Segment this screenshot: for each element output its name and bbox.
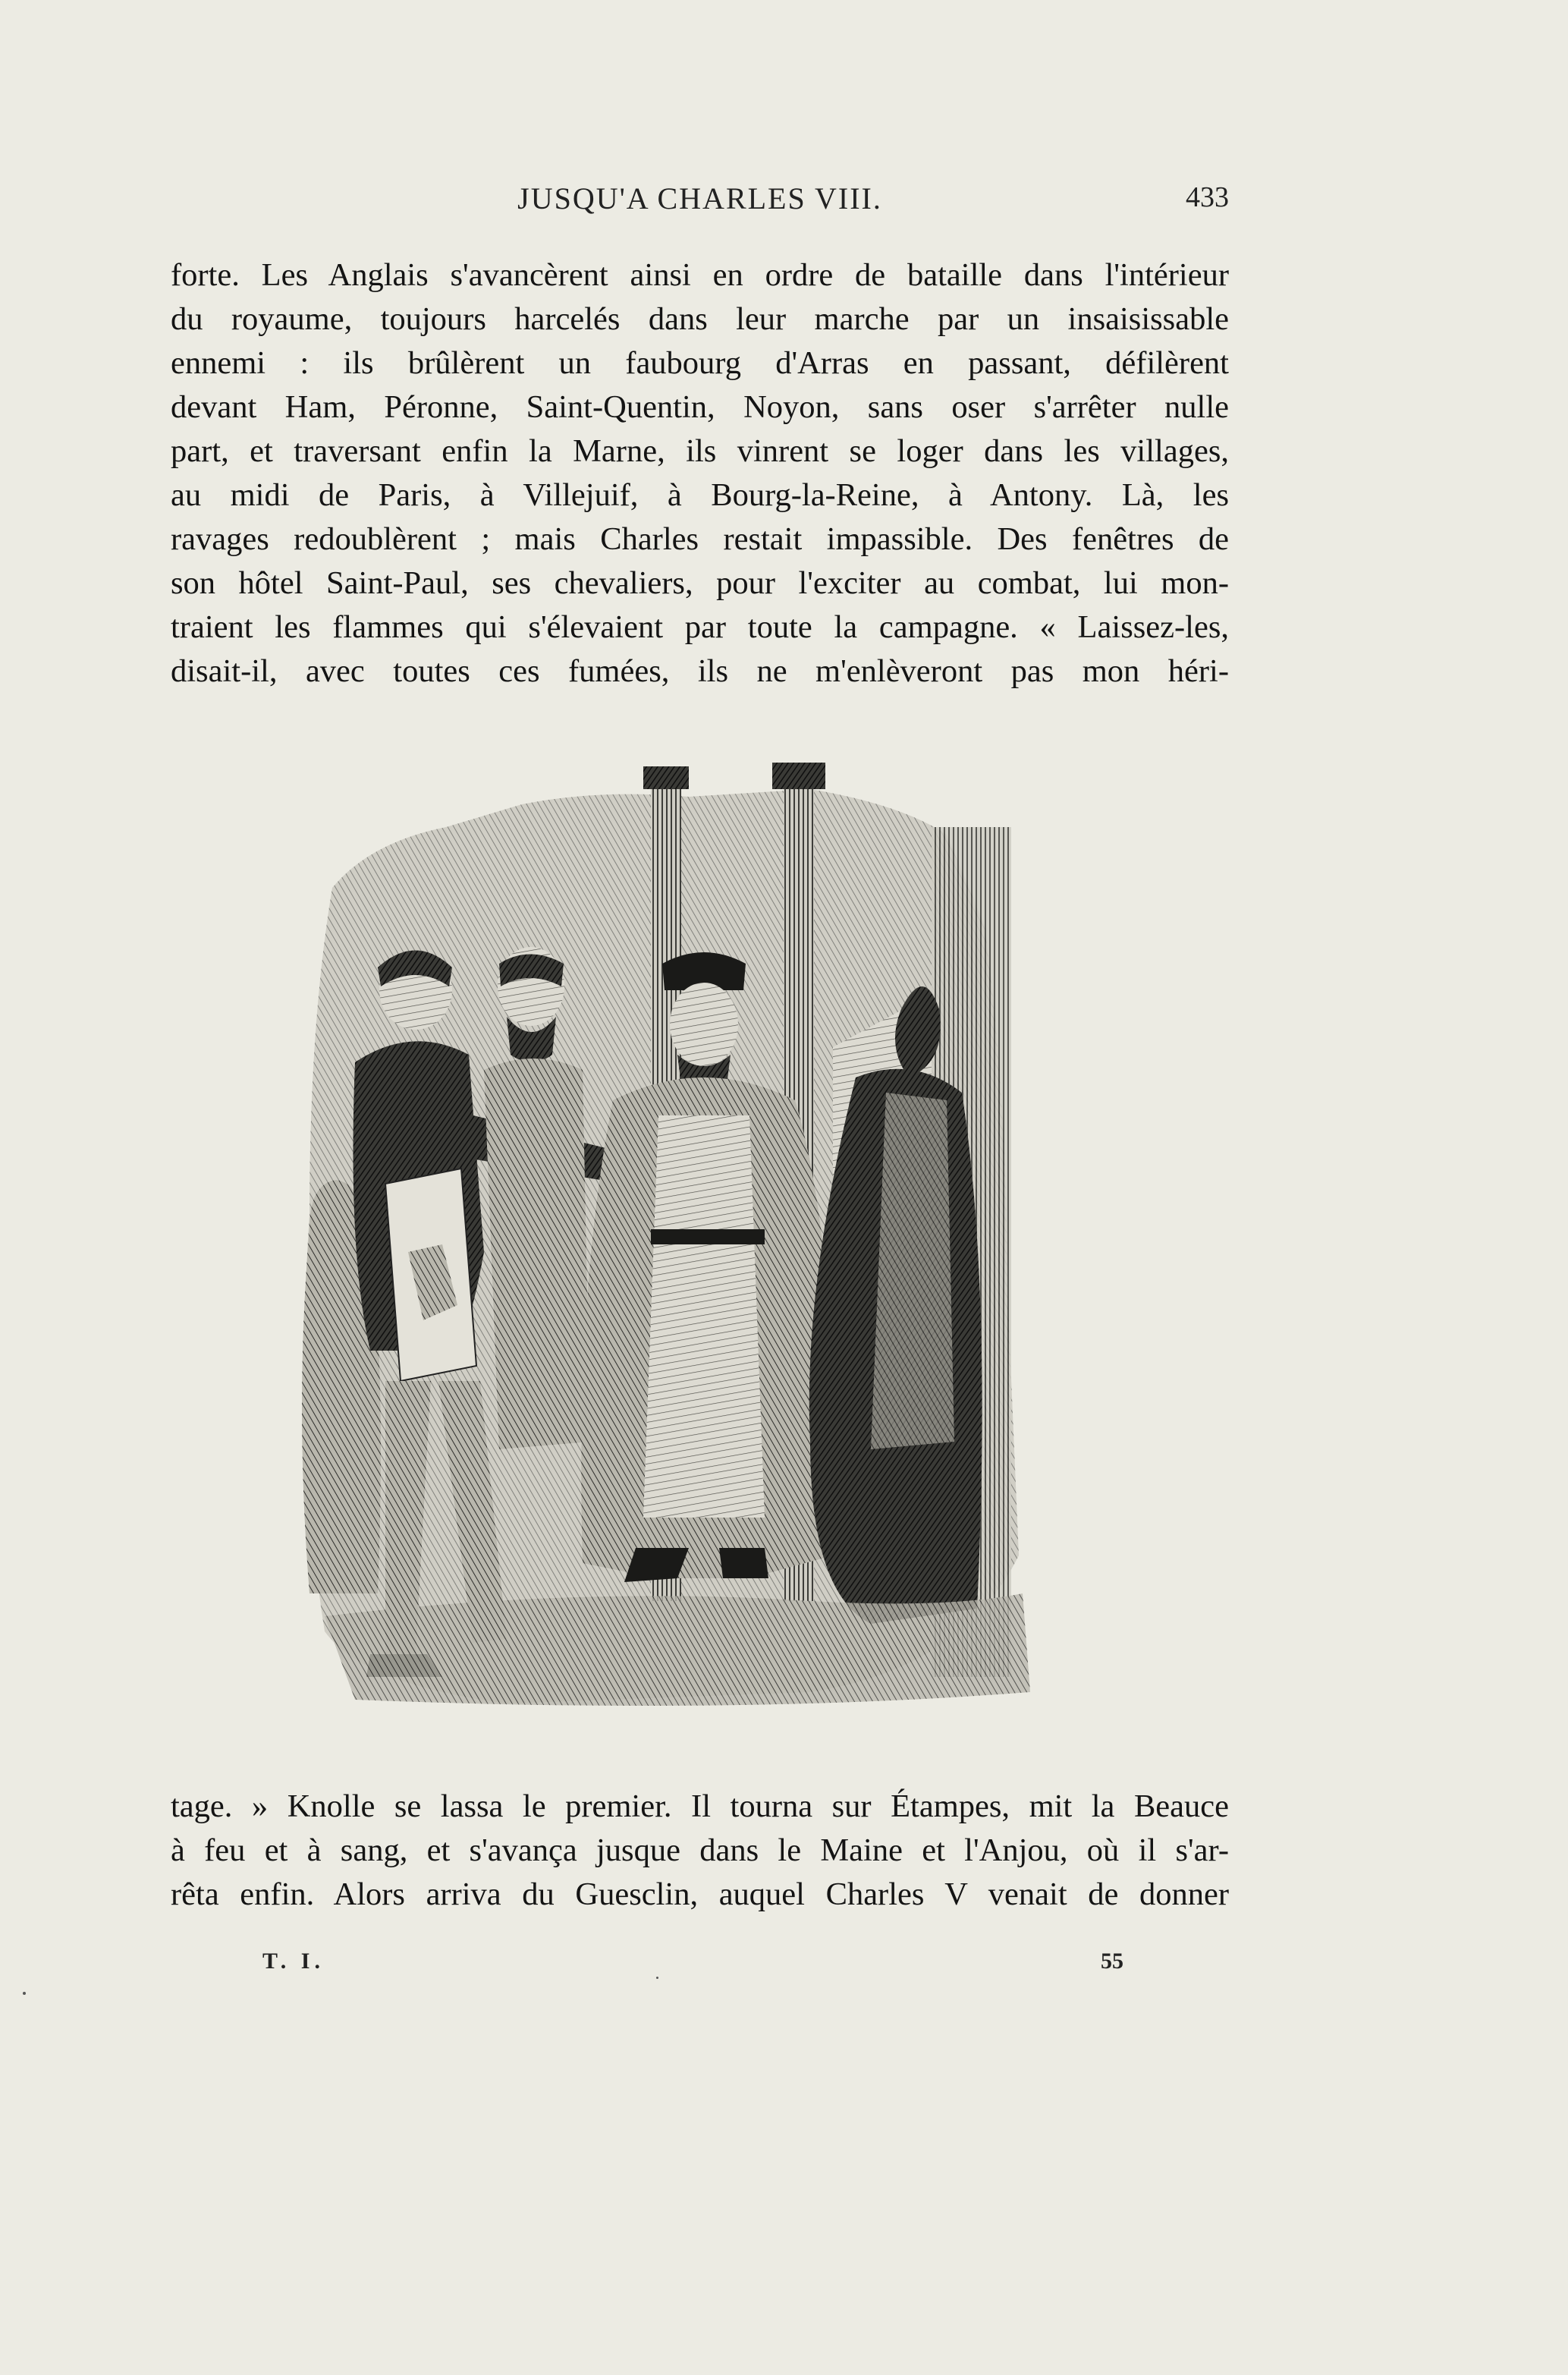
text-line: disait-il, avec toutes ces fumées, ils ne m'enlèveront pas mon héri-: [171, 653, 1229, 689]
text-line: tage. » Knolle se lassa le premier. Il tourna sur Étampes, mit la Beauce: [171, 1788, 1229, 1824]
paper-speck: [23, 1992, 26, 1995]
running-head: [171, 181, 1229, 226]
paper-speck: [656, 1977, 658, 1979]
text-line: son hôtel Saint-Paul, ses chevaliers, pour l'exciter au combat, lui mon-: [171, 565, 1229, 601]
text-line: forte. Les Anglais s'avancèrent ainsi en ordre de bataille dans l'intérieur: [171, 257, 1229, 293]
text-line: ennemi : ils brûlèrent un faubourg d'Arras en passant, défilèrent: [171, 345, 1229, 381]
body-text-bottom: [171, 1785, 1229, 1917]
text-line: au midi de Paris, à Villejuif, à Bourg-la-Reine, à Antony. Là, les: [171, 477, 1229, 513]
volume-mark: T. I.: [262, 1949, 325, 1974]
text-line: à feu et à sang, et s'avança jusque dans le Maine et l'Anjou, où il s'ar-: [171, 1832, 1229, 1868]
page-number: 433: [1186, 181, 1229, 213]
text-line: ravages redoublèrent ; mais Charles restait impassible. Des fenêtres de: [171, 521, 1229, 557]
running-title: JUSQU'A CHARLES VIII.: [517, 181, 882, 215]
text-line: traient les flammes qui s'élevaient par toute la campagne. « Laissez-les,: [171, 609, 1229, 645]
signature-number: 55: [1101, 1949, 1123, 1974]
text-line: part, et traversant enfin la Marne, ils vinrent se loger dans les villages,: [171, 433, 1229, 469]
body-text-top: [171, 253, 1229, 694]
engraving-illustration: [279, 759, 1095, 1738]
text-line: rêta enfin. Alors arriva du Guesclin, auquel Charles V venait de donner: [171, 1876, 1229, 1912]
text-line: devant Ham, Péronne, Saint-Quentin, Noyon, sans oser s'arrêter nulle: [171, 389, 1229, 425]
text-line: du royaume, toujours harcelés dans leur marche par un insaisissable: [171, 301, 1229, 337]
